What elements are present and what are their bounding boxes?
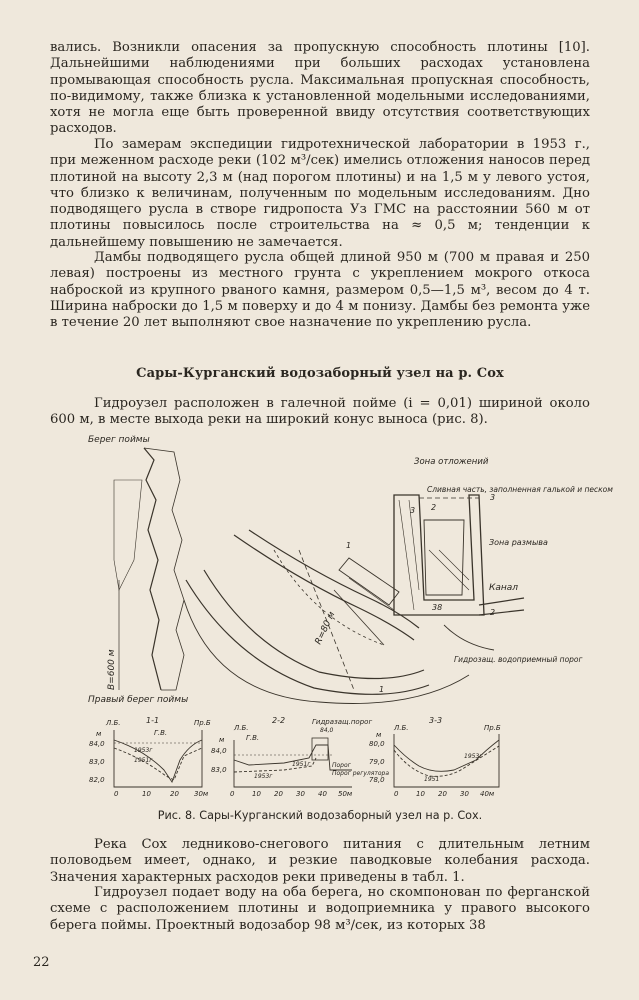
section-3-left: Л.Б.	[394, 724, 409, 732]
section-heading: Сары-Курганский водозаборный узел на р. Сох	[136, 366, 504, 381]
section-2-ytick-1: 83,0	[211, 766, 227, 774]
section-2-xtick-0: 0	[230, 790, 235, 798]
label-section-1a: 1	[346, 541, 352, 550]
left-bank-hatch	[144, 448, 184, 690]
section-1-year1: 1953г	[134, 747, 153, 754]
section-2-threshold-elev: 84,0	[320, 727, 334, 734]
label-width: В=600 м	[107, 649, 117, 690]
cross-section-2-2	[211, 716, 389, 798]
label-section-2b: 2	[490, 608, 496, 617]
paragraph-5: Река Сох ледниково-снегового питания с длительным летним половодьем имеет, однако, и резкие паводковые колебания расхода. Значения характерных расходов реки приведены в табл. 1.	[50, 837, 590, 885]
section-2-intake: Порог регулятора	[332, 770, 390, 777]
section-3-xtick-2: 20	[438, 790, 447, 798]
cross-section-3-3	[369, 716, 501, 798]
structure-frame	[394, 495, 484, 615]
section-1-ytick-0: 84,0	[89, 740, 105, 748]
cross-section-1-1	[89, 716, 211, 798]
label-section-3b: 3	[490, 493, 496, 502]
section-1-title: 1-1	[146, 716, 160, 725]
label-canal: Канал	[489, 583, 519, 593]
section-3-year1: 1953г	[464, 753, 483, 760]
paragraph-4: Гидроузел расположен в галечной пойме (i = 0,01) шириной около 600 м, в месте выхода реки на широкий конус выноса (рис. 8).	[50, 396, 590, 428]
figure-svg	[84, 435, 613, 810]
label-section-3a: 3	[410, 506, 416, 515]
paragraph-1: вались. Возникли опасения за пропускную способность плотины [10]. Дальнейшими наблюдениями при больших расходах установлена промывающая способность русла. Максимальная пропускная способность, по-видимому, также близка к установленной модельными исследованиями, хотя не могла еще быть проверенной ввиду отсутствия соответствующих расходов.	[50, 40, 590, 137]
figure-caption: Рис. 8. Сары-Курганский водозаборный узел на р. Сох.	[157, 809, 483, 822]
intake-sill	[444, 625, 494, 650]
section-2-xtick-5: 50м	[338, 790, 353, 798]
section-1-xtick-0: 0	[114, 790, 119, 798]
label-radius: R=80 м	[313, 610, 338, 647]
section-2-year2: 1953г	[254, 773, 273, 780]
section-2-xtick-2: 20	[274, 790, 283, 798]
section-3-xtick-1: 10	[416, 790, 425, 798]
section-1-xtick-2: 20	[170, 790, 179, 798]
section-3-ytick-1: 79,0	[369, 758, 385, 766]
section-3-xtick-4: 40м	[480, 790, 495, 798]
section-2-year1: 1951г	[292, 761, 311, 768]
spillway-block	[424, 520, 464, 595]
section-3-xtick-0: 0	[394, 790, 399, 798]
section-1-ytick-1: 83,0	[89, 758, 105, 766]
section-1-unit: м	[96, 730, 102, 738]
figure-8-diagram	[84, 435, 613, 810]
stippled-deposit-left	[114, 480, 142, 590]
paragraph-2: По замерам экспедиции гидротехнической лаборатории в 1953 г., при меженном расходе реки (102 м³/сек) имелись отложения наносов перед плотиной на высоту 2,3 м (над порогом плотины) и на 1,5 м у левого устоя, что близко к величинам, полученным по модельным исследованиям. Дно подводящего русла в створе гидропоста Уз ГМС на расстоянии 560 м от плотины повысилось после строительства на ≈ 0,5 м; тенденции к дальнейшему повышению не замечается.	[50, 137, 590, 250]
label-38: 38	[432, 603, 443, 612]
section-2-threshold: Гидразащ.порог	[312, 718, 373, 726]
section-1-gv: Г.В.	[154, 729, 168, 737]
section-2-xtick-3: 30	[296, 790, 305, 798]
section-3-ytick-2: 78,0	[369, 776, 385, 784]
section-2-xtick-1: 10	[252, 790, 261, 798]
section-2-sill: Порог	[332, 762, 351, 769]
label-section-2a: 2	[431, 503, 437, 512]
section-2-gv: Г.В.	[246, 734, 260, 742]
section-2-xtick-4: 40	[318, 790, 327, 798]
structure-hatch	[399, 500, 469, 610]
section-3-title: 3-3	[429, 716, 443, 725]
section-2-unit: м	[219, 736, 225, 744]
section-2-left: Л.Б.	[234, 724, 249, 732]
section-3-right: Пр.Б	[484, 724, 501, 732]
section-1-xtick-1: 10	[142, 790, 151, 798]
label-sill: Гидрозащ. водоприемный порог	[454, 655, 583, 664]
paragraph-3: Дамбы подводящего русла общей длиной 950 м (700 м правая и 250 левая) построены из местного грунта с укреплением мокрого откоса наброской из крупного рваного камня, размером 0,5—1,5 м³, весом до 4 т. Ширина наброски до 1,5 м поверху и до 4 м понизу. Дамбы без ремонта уже в течение 20 лет выполняют свое назначение по укреплению русла.	[50, 250, 590, 331]
section-1-ytick-2: 82,0	[89, 776, 105, 784]
section-2-ytick-0: 84,0	[211, 747, 227, 755]
section-2-title: 2-2	[272, 716, 286, 725]
section-1-year2: 1951г	[134, 757, 153, 764]
section-1-xtick-3: 30м	[194, 790, 209, 798]
section-1-left: Л.Б.	[106, 719, 121, 727]
section-3-unit: м	[376, 731, 382, 739]
paragraph-6: Гидроузел подает воду на оба берега, но скомпонован по ферганской схеме с расположением плотины и водоприемника у правого высокого берега поймы. Проектный водозабор 98 м³/сек, из которых 38	[50, 885, 590, 933]
canal-lines	[479, 598, 524, 615]
left-bank-line	[144, 448, 161, 690]
label-left-bank-top: Берег поймы	[88, 435, 150, 445]
diag-structure-2	[349, 578, 394, 610]
section-3-ytick-0: 80,0	[369, 740, 385, 748]
label-right-bank: Правый берег поймы	[88, 695, 189, 705]
section-1-right: Пр.Б	[194, 719, 211, 727]
label-zone-deposit: Зона отложений	[414, 457, 489, 467]
label-zone-erosion: Зона размыва	[489, 538, 548, 547]
label-section-1b: 1	[379, 685, 385, 694]
section-3-xtick-3: 30	[460, 790, 469, 798]
section-3-year2: 1951	[424, 776, 440, 783]
page-number: 22	[33, 955, 50, 970]
label-spillway: Сливная часть, заполненная галькой и песком	[427, 485, 613, 494]
